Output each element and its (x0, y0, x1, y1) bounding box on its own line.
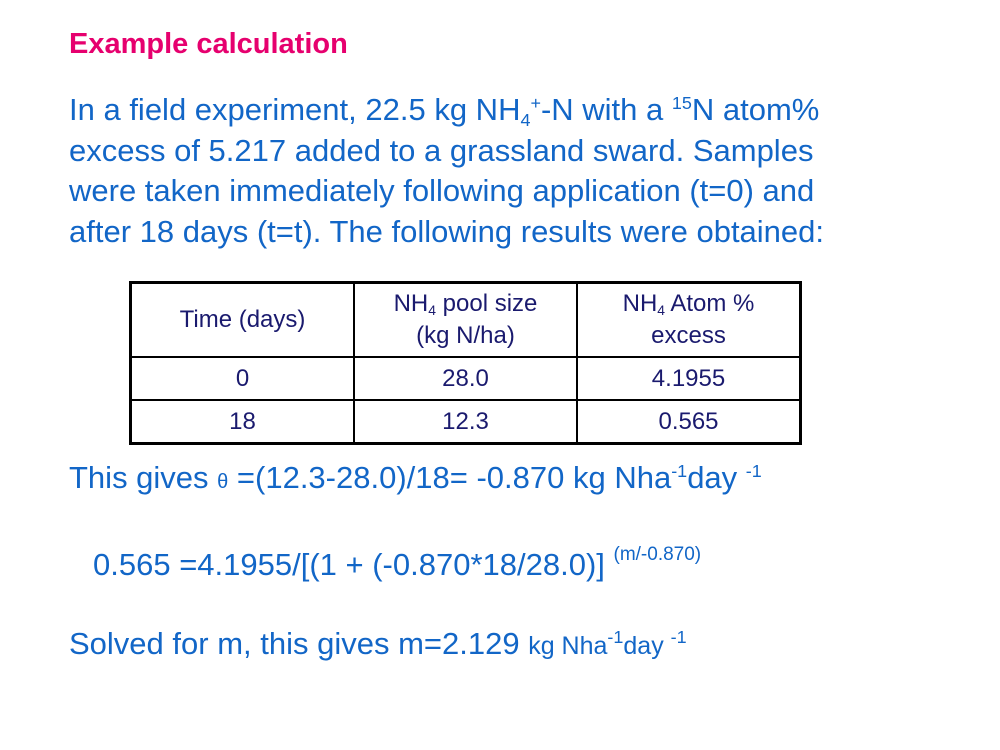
solved-line: Solved for m, this gives m=2.129 kg Nha$^{-1}$day $^{-1}$ (69, 626, 687, 661)
table-header-row (131, 283, 801, 358)
header-atom-excess: $NH_4$ Atom % excess (577, 283, 801, 358)
results-table (129, 281, 802, 445)
slide-title: Example calculation (69, 28, 348, 60)
intro-paragraph (69, 90, 969, 252)
cell-pool: 12.3 (354, 400, 577, 444)
cell-pool: 28.0 (354, 357, 577, 400)
cell-time: 18 (131, 400, 355, 444)
theta-symbol: θ (217, 471, 229, 493)
cell-atom: 0.565 (577, 400, 801, 444)
header-time: Time (days) (131, 283, 355, 358)
header-pool-size: $NH_4$ pool size (kg N/ha) (354, 283, 577, 358)
intro-line-4: after 18 days (t=t). The following results were obtained: (69, 213, 825, 249)
table-row (131, 400, 801, 444)
intro-line-2: excess of 5.217 added to a grassland sward. Samples (69, 132, 814, 168)
intro-line-1: In a field experiment, 22.5 kg $NH_4^+-N$ with a $^{15}$N atom% (69, 92, 820, 130)
equation-exponent: (m/-0.870) (613, 544, 702, 565)
equation-line: 0.565 =4.1955/[(1 + (-0.870*18/28.0)] $^{(m/-0.870)}$ (93, 544, 702, 582)
gives-line: This gives θ =(12.3-28.0)/18= -0.870 kg Nha$^{-1}$day $^{-1}$ (69, 460, 762, 495)
table-row (131, 357, 801, 400)
intro-line-3: were taken immediately following application (t=0) and (69, 173, 815, 208)
cell-atom: 4.1955 (577, 357, 801, 400)
cell-time: 0 (131, 357, 355, 400)
